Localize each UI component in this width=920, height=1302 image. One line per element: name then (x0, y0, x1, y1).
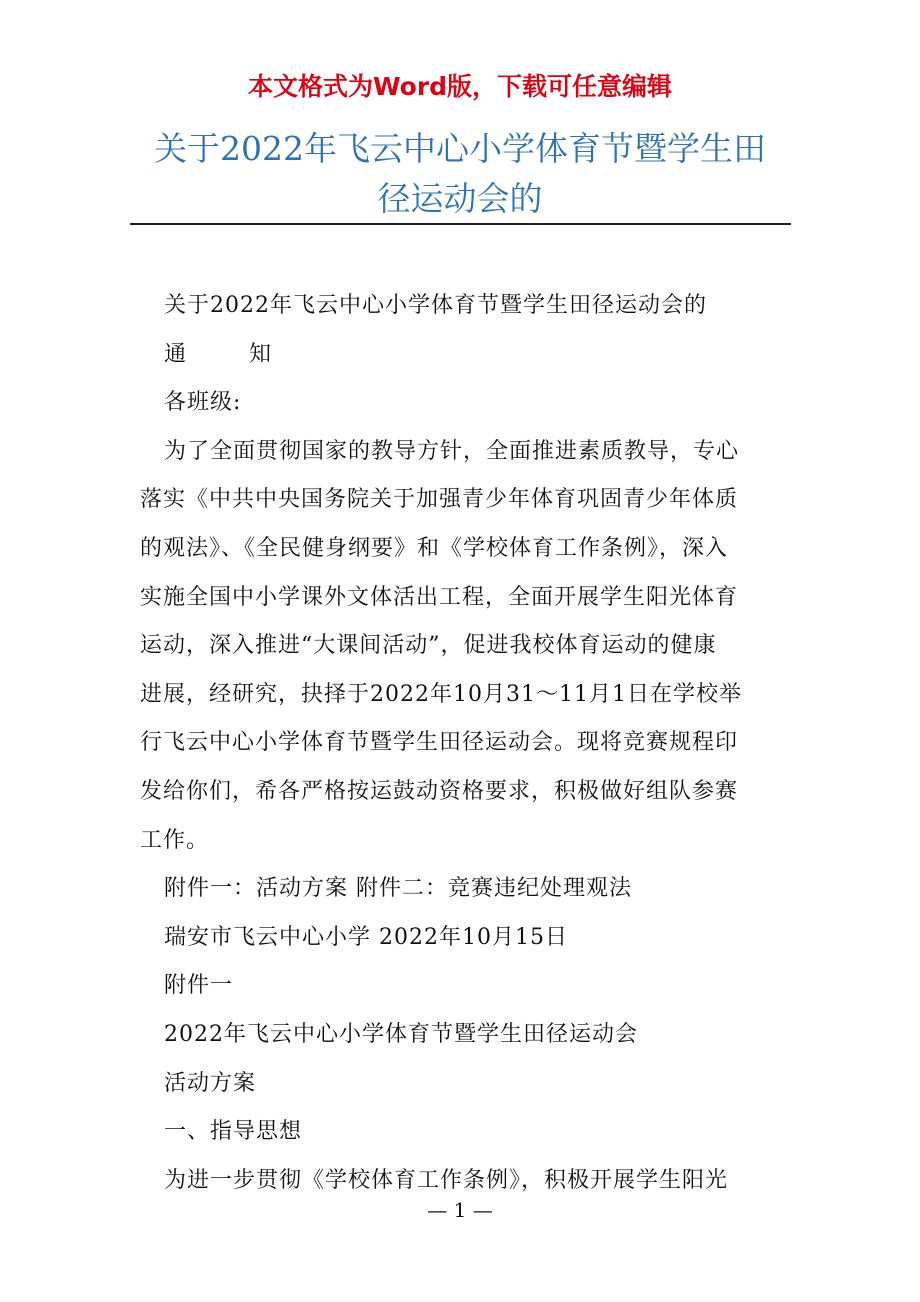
document-title (120, 124, 800, 224)
signature-date: 瑞安市飞云中心小学 2022年10月15日 (164, 924, 568, 950)
notice-char-2: 知 (249, 341, 273, 367)
title-line-2: 径运动会的 (377, 179, 543, 218)
paragraph-line: 工作。 (140, 827, 210, 853)
section-text: 为进一步贯彻《学校体育工作条例》，积极开展学生阳光 (164, 1167, 729, 1193)
attachments-list: 附件一：活动方案 附件二：竞赛违纪处理观法 (164, 876, 632, 902)
paragraph-line: 为了全面贯彻国家的教导方针，全面推进素质教导，专心 (164, 438, 740, 464)
title-line-1: 关于2022年飞云中心小学体育节暨学生田 (154, 129, 766, 168)
paragraph-line: 的观法》、《全民健身纲要》和《学校体育工作条例》，深入 (140, 535, 729, 561)
section-heading: 一、指导思想 (164, 1119, 303, 1145)
paragraph-line: 运动，深入推进“大课间活动”，促进我校体育运动的健康 (140, 633, 717, 659)
paragraph-line: 发给你们，希各严格按运鼓动资格要求，积极做好组队参赛 (140, 778, 739, 804)
notice-char-1: 通 (164, 341, 188, 367)
plan-title: 2022年飞云中心小学体育节暨学生田径运动会 (164, 1021, 638, 1047)
page-number: — 1 — (427, 1198, 493, 1222)
plan-subtitle: 活动方案 (164, 1070, 257, 1096)
paragraph-line: 进展，经研究，抉择于2022年10月31～11月1日在学校举 (140, 681, 742, 707)
download-banner: 本文格式为Word版，下载可任意编辑 (247, 72, 673, 101)
paragraph-line: 落实《中共中央国务院关于加强青少年体育巩固青少年体质 (140, 487, 739, 513)
notice-heading-text: 关于2022年飞云中心小学体育节暨学生田径运动会的 (164, 293, 707, 318)
document-body (140, 282, 782, 1205)
paragraph-line: 行飞云中心小学体育节暨学生田径运动会。现将竞赛规程印 (140, 730, 739, 756)
paragraph-line: 实施全国中小学课外文体活出工程，全面开展学生阳光体育 (140, 584, 739, 610)
attachment-one-label: 附件一 (164, 973, 234, 999)
salutation: 各班级: (164, 390, 242, 416)
title-divider (130, 223, 791, 225)
notice-label (140, 331, 782, 380)
